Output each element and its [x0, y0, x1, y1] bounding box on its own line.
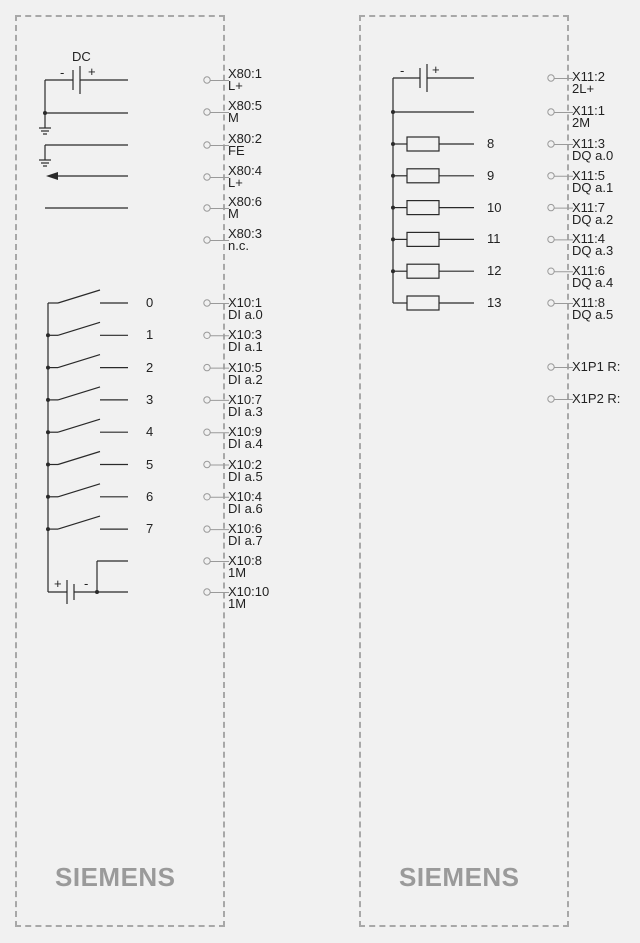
terminal-signal: DI a.4: [228, 436, 263, 452]
terminal-id: X10:6: [228, 521, 262, 537]
terminal-id: X11:7: [572, 199, 606, 215]
left-power-terminal: [204, 142, 210, 148]
common-label: [228, 586, 269, 610]
terminal-signal: FE: [228, 143, 245, 158]
port-terminal: [548, 396, 554, 402]
output-number: 12: [487, 263, 502, 279]
output-label: [572, 167, 614, 195]
input-number: 1: [146, 327, 154, 343]
output-terminal: [548, 173, 554, 179]
terminal-signal: DI a.3: [228, 403, 263, 419]
output-label: [572, 265, 613, 289]
input-label: [228, 456, 263, 484]
terminal-id: X11:2: [572, 69, 606, 84]
junction-dot: [46, 495, 50, 499]
terminal-id: X11:5: [572, 167, 606, 183]
output-number: 13: [487, 295, 502, 310]
input-terminal: [204, 364, 210, 370]
input-terminal: [204, 332, 210, 338]
input-label: [228, 426, 263, 450]
output-number: 8: [487, 136, 495, 151]
terminal-signal: DQ a.0: [572, 148, 614, 163]
input-label: [228, 391, 263, 419]
terminal-id: X80:4: [228, 163, 262, 178]
left-power-label: [228, 68, 262, 92]
terminal-id: X10:1: [228, 295, 262, 310]
terminal-id: X11:1: [572, 103, 606, 118]
output-load: [407, 296, 439, 310]
terminal-signal: L+: [228, 78, 243, 93]
left-power-terminal: [204, 77, 210, 83]
input-terminal: [204, 429, 210, 435]
junction-dot: [46, 527, 50, 531]
output-label: [572, 199, 614, 227]
right-power-label: [572, 71, 605, 95]
input-number: 2: [146, 359, 154, 375]
terminal-id: X10:4: [228, 488, 262, 504]
output-label: [572, 297, 613, 321]
common-terminal: [204, 589, 210, 595]
terminal-signal: 1M: [228, 596, 247, 611]
terminal-signal: DQ a.1: [572, 179, 614, 195]
terminal-id: X11:4: [572, 231, 606, 247]
terminal-id: X10:3: [228, 327, 262, 343]
junction-dot: [46, 463, 50, 467]
left-power-terminal: [204, 109, 210, 115]
right-siemens-logo: SIEMENS: [399, 862, 520, 892]
terminal-signal: DI a.1: [228, 339, 263, 355]
terminal-id: X11:8: [572, 295, 606, 310]
terminal-signal: 2M: [572, 115, 591, 130]
terminal-id: X80:2: [228, 131, 262, 146]
output-load: [407, 201, 439, 215]
input-number: 3: [146, 391, 154, 407]
input-number: 5: [146, 456, 154, 472]
output-terminal: [548, 268, 554, 274]
junction-dot: [391, 206, 395, 210]
junction-dot: [46, 398, 50, 402]
input-terminal: [204, 461, 210, 467]
left-bottom-battery-plus: +: [54, 576, 62, 591]
input-terminal: [204, 300, 210, 306]
port-label: [572, 361, 620, 373]
terminal-signal: n.c.: [228, 238, 249, 253]
terminal-signal: DQ a.4: [572, 275, 614, 291]
terminal-id: X10:10: [228, 584, 270, 599]
output-number: 10: [487, 199, 502, 215]
input-number: 6: [146, 488, 154, 504]
terminal-id: X10:5: [228, 359, 262, 375]
right-battery-minus: -: [400, 63, 405, 78]
left-power-label: [228, 100, 262, 124]
terminal-id: X80:3: [228, 226, 262, 241]
junction-dot: [46, 333, 50, 337]
terminal-signal: DI a.2: [228, 371, 263, 387]
output-terminal: [548, 141, 554, 147]
terminal-signal: DQ a.3: [572, 243, 614, 259]
left-power-terminal: [204, 205, 210, 211]
input-number: 0: [146, 295, 154, 310]
terminal-signal: DI a.6: [228, 500, 263, 516]
right-battery-plus: +: [432, 62, 440, 77]
terminal-signal: L+: [228, 175, 243, 190]
dc-label: DC: [72, 49, 91, 64]
terminal-id: X10:7: [228, 391, 262, 407]
output-terminal: [548, 300, 554, 306]
right-power-label: [572, 105, 605, 129]
output-number: 9: [487, 167, 495, 183]
right-power-terminal: [548, 75, 554, 81]
terminal-id: X10:8: [228, 553, 262, 568]
junction-dot: [46, 366, 50, 370]
junction-dot: [391, 174, 395, 178]
output-number: 11: [487, 231, 501, 247]
input-label: [228, 297, 263, 321]
terminal-signal: DQ a.5: [572, 307, 614, 322]
input-label: [228, 523, 263, 547]
input-terminal: [204, 526, 210, 532]
port-label: [572, 393, 620, 405]
terminal-id: X10:9: [228, 424, 262, 440]
input-terminal: [204, 494, 210, 500]
output-label: [572, 233, 613, 257]
right-power-terminal: [548, 109, 554, 115]
terminal-id: X1P2 R:: [572, 391, 621, 406]
input-terminal: [204, 397, 210, 403]
terminal-id: X11:6: [572, 263, 606, 279]
terminal-id: X80:5: [228, 98, 262, 113]
terminal-id: X80:1: [228, 66, 262, 81]
junction-dot: [391, 237, 395, 241]
terminal-signal: DQ a.2: [572, 211, 614, 227]
left-power-label: [228, 165, 262, 189]
output-terminal: [548, 236, 554, 242]
left-power-terminal: [204, 174, 210, 180]
junction-dot: [391, 142, 395, 146]
input-label: [228, 488, 263, 516]
left-bottom-battery-minus: -: [84, 576, 89, 591]
port-terminal: [548, 364, 554, 370]
terminal-id: X10:2: [228, 456, 262, 472]
left-siemens-logo: SIEMENS: [55, 862, 176, 892]
terminal-id: X1P1 R:: [572, 359, 621, 374]
input-number: 4: [146, 424, 154, 440]
input-number: 7: [146, 521, 154, 537]
output-load: [407, 169, 439, 183]
left-battery-plus: +: [88, 64, 96, 79]
left-power-label: [228, 196, 262, 220]
terminal-signal: DI a.5: [228, 468, 263, 484]
terminal-signal: 2L+: [572, 81, 595, 96]
terminal-signal: M: [228, 206, 239, 221]
left-power-label: [228, 228, 262, 252]
input-label: [228, 359, 263, 387]
terminal-id: X80:6: [228, 194, 262, 209]
terminal-signal: 1M: [228, 565, 247, 580]
terminal-id: X11:3: [572, 136, 606, 151]
output-load: [407, 137, 439, 151]
output-load: [407, 232, 439, 246]
left-power-terminal: [204, 237, 210, 243]
junction-dot: [391, 269, 395, 273]
output-terminal: [548, 204, 554, 210]
output-load: [407, 264, 439, 278]
terminal-signal: DI a.0: [228, 307, 263, 322]
common-label: [228, 555, 262, 579]
output-label: [572, 138, 613, 162]
terminal-signal: DI a.7: [228, 533, 263, 549]
input-label: [228, 329, 263, 353]
common-terminal: [204, 558, 210, 564]
junction-dot: [46, 430, 50, 434]
left-battery-minus: -: [60, 65, 65, 80]
left-power-label: [228, 133, 262, 157]
terminal-signal: M: [228, 110, 239, 125]
